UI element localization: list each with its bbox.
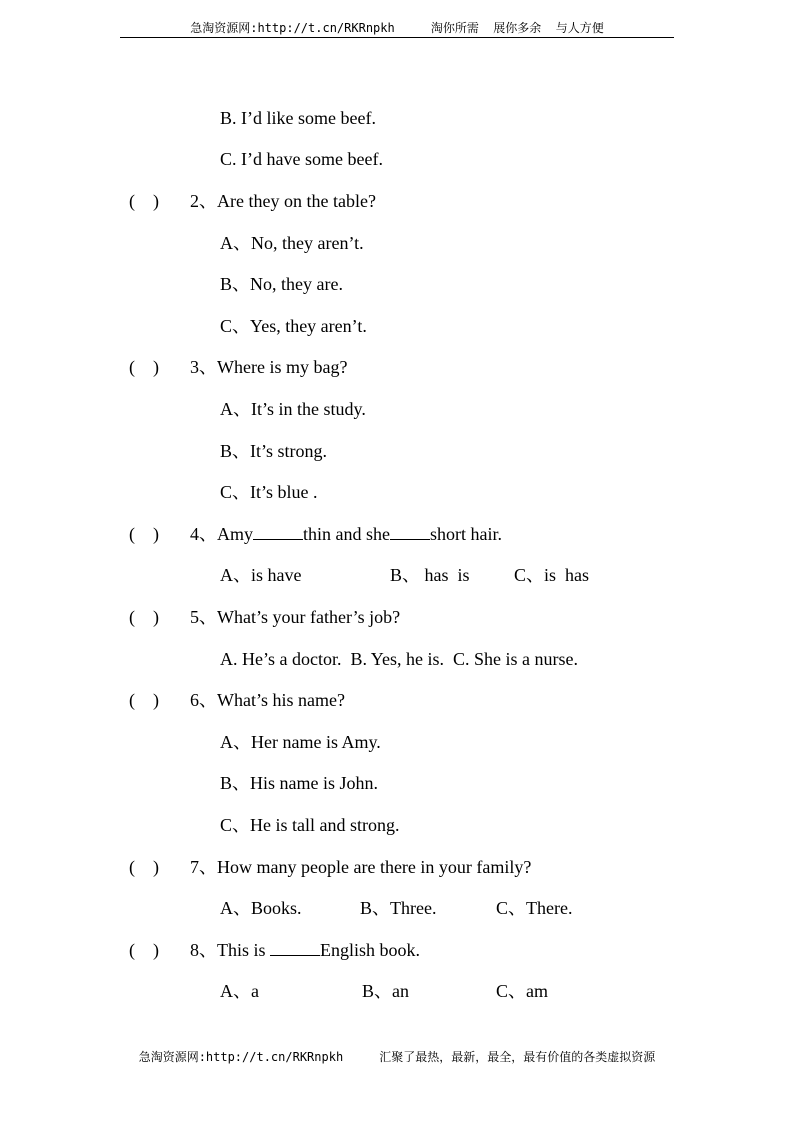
- q4-option-b: B、 has is: [390, 565, 470, 585]
- q4-option-a: A、is have: [220, 565, 302, 585]
- q4-stem-part-2: thin and she: [303, 524, 390, 544]
- q8-option-b: B、an: [362, 981, 409, 1001]
- q2-option-b: B、No, they are.: [220, 274, 343, 294]
- q3-option-a: A、It’s in the study.: [220, 399, 366, 419]
- q4-option-c: C、is has: [514, 565, 590, 585]
- q2-option-a: A、No, they aren’t.: [220, 233, 364, 253]
- q8-option-c: C、am: [496, 981, 548, 1001]
- answer-paren-q3: ( ): [129, 357, 159, 377]
- q2-option-c: C、Yes, they aren’t.: [220, 316, 367, 336]
- q5-options-line: A. He’s a doctor. B. Yes, he is. C. She is a nurse.: [220, 649, 578, 669]
- q6-option-c: C、He is tall and strong.: [220, 815, 400, 835]
- option-c-prev: C. I’d have some beef.: [220, 149, 383, 169]
- question-3-stem: 3、Where is my bag?: [190, 357, 348, 377]
- q7-option-b: B、Three.: [360, 898, 437, 918]
- q4-stem-part-1: 4、Amy: [190, 524, 253, 544]
- q8-stem-part-1: 8、This is: [190, 940, 271, 960]
- option-b-prev: B. I’d like some beef.: [220, 108, 376, 128]
- q4-blank-2: [390, 523, 430, 540]
- q4-stem-part-3: short hair.: [430, 524, 502, 544]
- q8-stem-part-2: English book.: [320, 940, 421, 960]
- page-footer: 急淘资源网:http://t.cn/RKRnpkh 汇聚了最热，最新，最全，最有价值的各类虚拟资源: [138, 1050, 656, 1064]
- answer-paren-q4: ( ): [129, 524, 159, 544]
- q7-option-a: A、Books.: [220, 898, 302, 918]
- q8-option-a: A、a: [220, 981, 259, 1001]
- page-header: 急淘资源网:http://t.cn/RKRnpkh 淘你所需 展你多余 与人方便: [120, 19, 674, 38]
- question-6-stem: 6、What’s his name?: [190, 690, 345, 710]
- q7-option-c: C、There.: [496, 898, 573, 918]
- answer-paren-q5: ( ): [129, 607, 159, 627]
- question-7-stem: 7、How many people are there in your family?: [190, 857, 532, 877]
- answer-paren-q2: ( ): [129, 191, 159, 211]
- q3-option-c: C、It’s blue .: [220, 482, 318, 502]
- question-2-stem: 2、Are they on the table?: [190, 191, 376, 211]
- q6-option-b: B、His name is John.: [220, 773, 379, 793]
- q8-blank: [270, 939, 320, 956]
- q3-option-b: B、It’s strong.: [220, 441, 328, 461]
- answer-paren-q8: ( ): [129, 940, 159, 960]
- question-5-stem: 5、What’s your father’s job?: [190, 607, 401, 627]
- q6-option-a: A、Her name is Amy.: [220, 732, 381, 752]
- answer-paren-q6: ( ): [129, 690, 159, 710]
- q4-blank-1: [253, 523, 303, 540]
- question-4-stem: [190, 523, 502, 545]
- answer-paren-q7: ( ): [129, 857, 159, 877]
- question-8-stem: [190, 939, 420, 961]
